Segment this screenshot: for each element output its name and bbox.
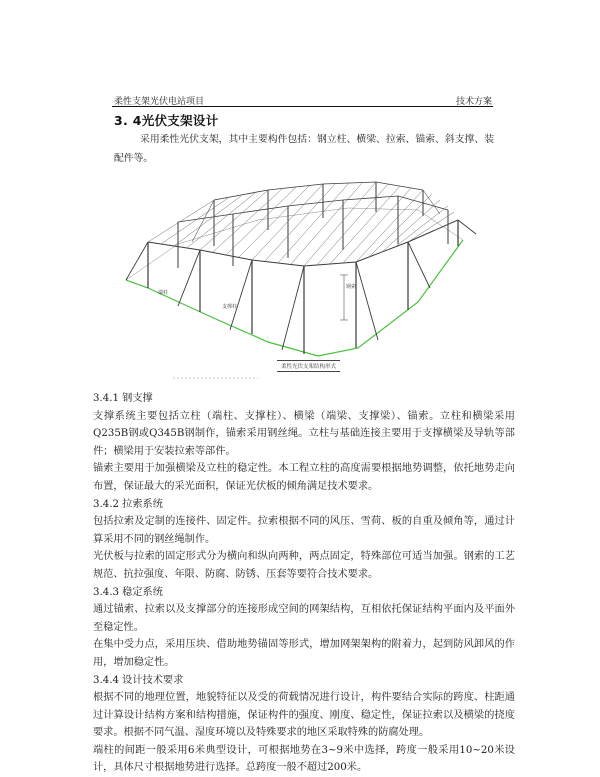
project-name: 柔性支架光伏电站项目	[114, 97, 205, 107]
section-title: 3. 4光伏支架设计	[114, 113, 219, 128]
paragraph-2-2: 光伏板与拉索的固定形式分为横向和纵向两种，两点固定，特殊部位可适当加强。钢索的工艺规范、抗拉强度、年限、防腐、防锈、压套等要符合技术要求。	[93, 551, 515, 580]
paragraph-3-1: 通过锚索、拉索以及支撑部分的连接形成空间的网架结构，互相依托保证结构平面内及平面外至稳定性。	[93, 604, 515, 633]
cable-lines	[148, 182, 458, 266]
paragraph-1-1: 支撑系统主要包括立柱（端柱、支撑柱）、横梁（端梁、支撑梁）、锚索。立柱和横梁采用Q235B钢或Q345B钢制作，锚索采用钢丝绳。立柱与基础连接主要用于支撑横梁及导轨等部件；横梁用于安装拉索等部件。	[93, 410, 515, 457]
paragraph-1-2: 锚索主要用于加强横梁及立柱的稳定性。本工程立柱的高度需要根据地势调整，依托地势走向布置，保证最大的采光面积，保证光伏板的倾角满足技术要求。	[93, 463, 515, 492]
flexible-support-drawing	[118, 170, 488, 386]
back-braces	[192, 190, 440, 242]
paragraph-2-1: 包括拉索及定制的连接件、固定件。拉索根据不同的风压、雪荷、板的自重及倾角等，通过计算采用不同的钢丝绳制作。	[93, 516, 515, 545]
structure-figure	[118, 170, 488, 386]
ground-line	[126, 240, 463, 356]
middle-beam	[178, 196, 448, 222]
paragraph-3-2: 在集中受力点，采用压块、借助地势锚固等形式，增加网架架构的附着力，起到防风卸风的作用，增加稳定性。	[93, 639, 515, 668]
subsection-heading-4: 3.4.4 设计技术要求	[93, 674, 184, 686]
back-beam	[214, 182, 423, 200]
paragraph-4-2: 端柱的间距一般采用6米典型设计，可根据地势在3~9米中选择，跨度一般采用10~20米设计，具体尺寸根据地势进行选择。总跨度一般不超过200米。	[93, 744, 515, 774]
label-end-column: 端柱	[158, 290, 169, 296]
figure-caption: 柔性光伏支架结构形式	[277, 360, 340, 372]
subsection-heading-3: 3.4.3 稳定系统	[93, 586, 163, 598]
front-beam	[148, 220, 458, 266]
subsection-heading-2: 3.4.2 拉索系统	[93, 498, 163, 510]
document-type: 技术方案	[455, 97, 492, 107]
body-content	[93, 390, 515, 777]
label-support-column: 支撑柱	[222, 304, 238, 310]
paragraph-4-1: 根据不同的地理位置，地貌特征以及受的荷载情况进行设计，构件要结合实际的跨度、柱距通过计算设计结构方案和结构措施，保证构件的强度、刚度、稳定性，保证拉索以及横梁的挠度要求。根据不同气温、湿度环境以及特殊要求的地区采取特殊的防腐处理。	[93, 692, 515, 739]
subsection-heading-1: 3.4.1 钢支撑	[93, 393, 153, 404]
label-cable: 钢索	[346, 284, 357, 290]
dimension-line	[340, 275, 348, 320]
section-intro: 采用柔性光伏支架，其中主要构件包括：钢立柱、横梁、拉索、锚索、斜支撑、装配件等。	[114, 134, 494, 164]
header-divider	[112, 106, 493, 107]
